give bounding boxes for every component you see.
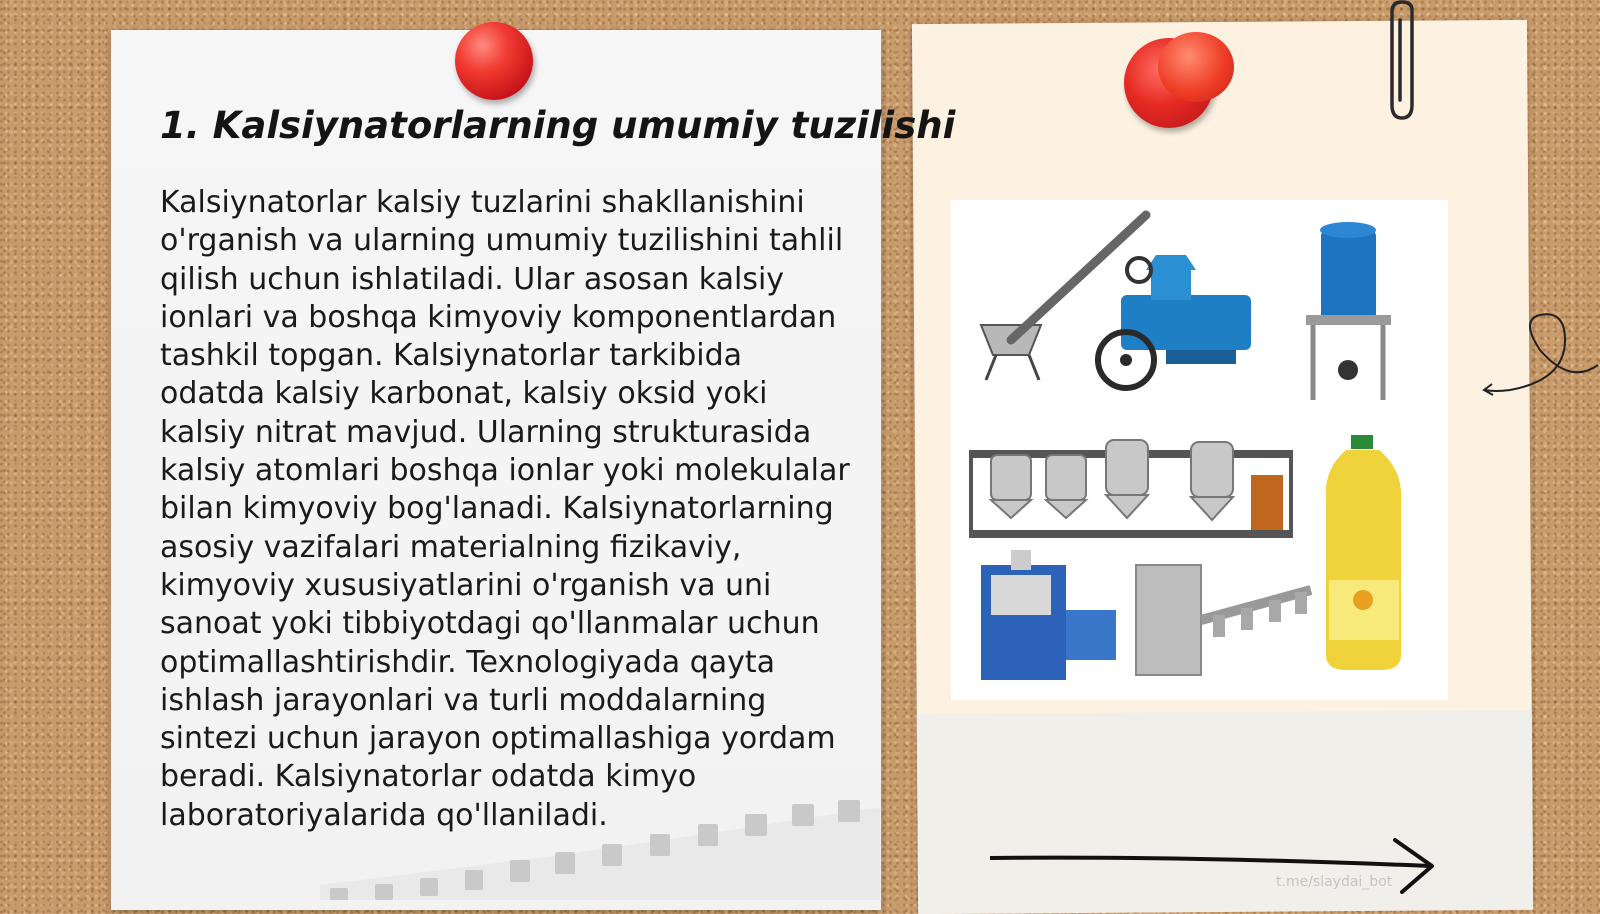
sunflower-oil-bottle-image [1326, 435, 1402, 670]
red-pushpin-right-highlight [1158, 32, 1234, 102]
filling-line-image [1136, 565, 1311, 675]
paper-clip-icon [1378, 0, 1422, 125]
oil-press-image [1098, 255, 1251, 388]
slide-title: 1. Kalsiynatorlarning umumiy tuzilishi [160, 104, 956, 147]
blow-molding-machine-image [981, 550, 1116, 680]
oil-production-equipment-image [951, 200, 1448, 700]
watermark-text: t.me/slaydai_bot [1276, 874, 1393, 890]
curl-arrow-doodle-icon [1480, 310, 1600, 400]
red-pushpin-left-icon [455, 22, 533, 100]
torn-paper-strip [320, 800, 880, 900]
refinery-tanks-image [971, 440, 1291, 538]
slide-body-text: Kalsiynatorlar kalsiy tuzlarini shakllanishini o'rganish va ularning umumiy tuzilishini tahlil qilish uchun ishlatiladi. Ular asosan kalsiy ionlari va boshqa kimyoviy komponentlardan tashkil topgan. Kalsiynatorlar tarkibida odatda kalsiy karbonat, kalsiy oksid yoki kalsiy nitrat mavjud. Ularning strukturasida kalsiy atomlari boshqa ionlar yoki molekulalar bilan kimyoviy bog'lanadi. Kalsiynatorlarning asosiy vazifalari materialning fizikaviy, kimyoviy xususiyatlarini o'rganish va uni sanoat yoki tibbiyotdagi qo'llanmalar uchun optimallashtirishdir. Texnologiyada qayta ishlash jarayonlari va turli moddalarning sintezi uchun jarayon optimallashiga yordam beradi. Kalsiynatorlar odatda kimyo laboratoriyalarida qo'llaniladi. [160, 185, 850, 833]
oil-filter-image [1306, 222, 1391, 400]
screw-conveyor-image [981, 215, 1146, 380]
